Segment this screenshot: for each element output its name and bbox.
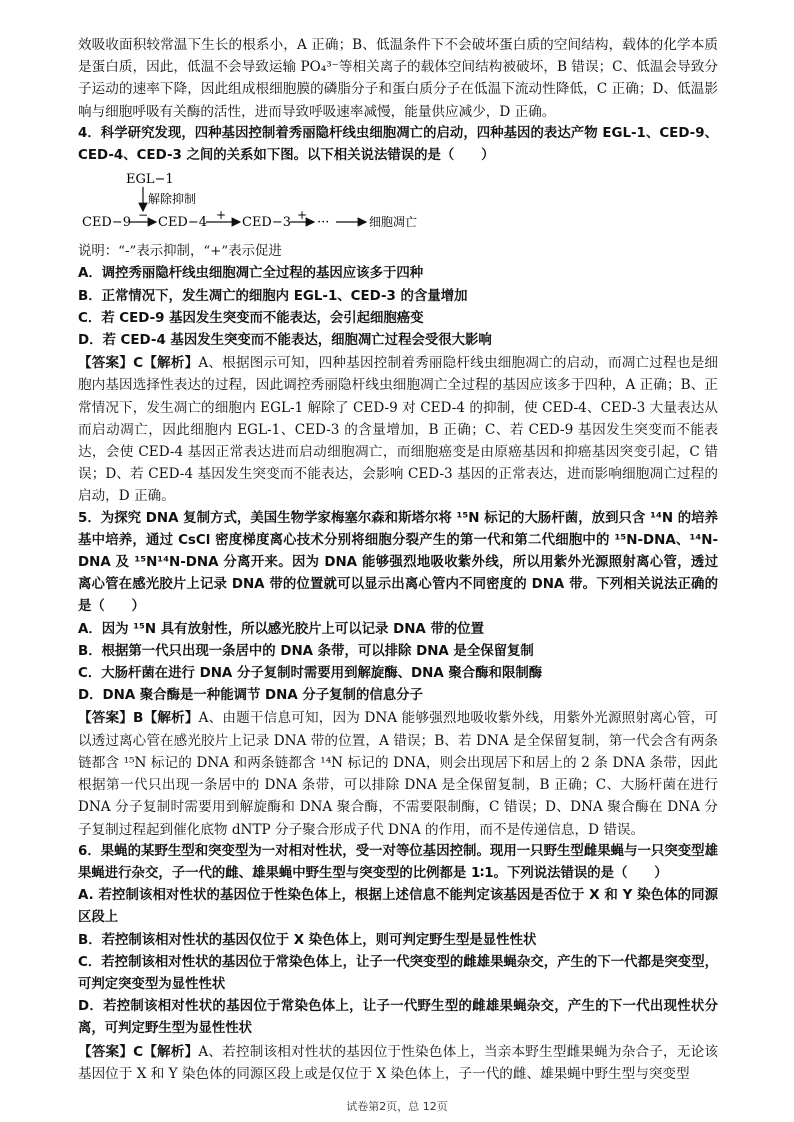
question-4-option-d: D．若 CED-4 基因发生突变而不能表达，细胞凋亡过程会受很大影响 (78, 333, 492, 349)
promote-sign-2: + (297, 208, 308, 223)
question-6-stem: 6．果蝇的某野生型和突变型为一对相对性状，受一对等位基因控制。现用一只野生型雌果蝇与一只突变型雄果蝇进行杂交，子一代的雌、雄果蝇中野生型与突变型的比例都是 1∶1。下列说法错误的是（ ） (78, 843, 718, 881)
question-4-answer-text: A、根据图示可知，四种基因控制着秀丽隐杆线虫细胞凋亡的启动，而凋亡过程也是细胞内基因选择性表达的过程，因此调控秀丽隐杆线虫细胞凋亡全过程的基因应该多于四种，A 正确；B、正常情况下，发生凋亡的细胞内 EGL-1 解除了 CED-9 对 CED-4 的抑制，使 CED-4、CED-3 大量表达从而启动凋亡，因此细胞内 EGL-1、CED-3 的含量增加，B 正确；C、若 CED-9 基因发生突变而不能表达，会使 CED-4 基因正常表达进而启动细胞凋亡，而细胞癌变是由原癌基因和抑癌基因突变引起，C 错误；D、若 CED-4 基因发生突变而不能表达，会影响 CED-3 基因的正常表达，进而影响细胞凋亡过程的启动，D 正确。 (78, 355, 718, 505)
question-6-option-a: A. 若控制该相对性状的基因位于性染色体上，根据上述信息不能判定该基因是否位于 X 和 Y 染色体的同源区段上 (78, 888, 718, 926)
ced4-label: CED−4 (158, 215, 208, 231)
document-page (78, 34, 718, 1085)
question-4-answer-tag: 【答案】C【解析】 (78, 355, 199, 372)
question-4-option-a: A．调控秀丽隐杆线虫细胞凋亡全过程的基因应该多于四种 (78, 266, 424, 282)
question-6-answer-text: A、若控制该相对性状的基因位于性染色体上，当亲本野生型雌果蝇为杂合子，无论该基因位于 X 和 Y 染色体的同源区段上或是仅位于 X 染色体上，子一代的雌、雄果蝇中野生型与突变型 (78, 1043, 718, 1082)
question-5-answer-text: A、由题干信息可知，因为 DNA 能够强烈地吸收紫外线，用紫外光源照射离心管，可以透过离心管在感光胶片上记录 DNA 带的位置，A 错误；B、若 DNA 是全保留复制，第一代会含有两条链都含 ¹⁵N 标记的 DNA 和两条链都含 ¹⁴N 标记的 DNA，则会出现居下和居上的 2 条 DNA 条带，因此根据第一代只出现一条居中的 DNA 条带，可以排除 DNA 是全保留复制，B 正确；C、大肠杆菌在进行 DNA 分子复制时需要用到解旋酶和 DNA 聚合酶，不需要限制酶，C 错误；D、DNA 聚合酶在 DNA 分子复制过程起到催化底物 dNTP 分子聚合形成子代 DNA 的作用，而不是传递信息，D 错误。 (78, 710, 718, 838)
question-5-answer (78, 707, 718, 840)
question-6-option-b: B．若控制该相对性状的基因仅位于 X 染色体上，则可判定野生型是显性性状 (78, 932, 537, 948)
egl1-label: EGL−1 (126, 172, 174, 188)
apoptosis-label: 细胞凋亡 (369, 215, 418, 230)
question-5-answer-tag: 【答案】B【解析】 (78, 710, 199, 727)
question-6-option-c: C．若控制该相对性状的基因位于常染色体上，让子一代突变型的雌雄果蝇杂交，产生的下一代都是突变型，可判定突变型为显性性状 (78, 954, 718, 992)
page-footer: 试卷第2页，总 12页 (346, 1100, 448, 1113)
question-6-answer (78, 1041, 718, 1085)
question-4-stem: 4．科学研究发现，四种基因控制着秀丽隐杆线虫细胞凋亡的启动，四种基因的表达产物 EGL-1、CED-9、CED-4、CED-3 之间的关系如下图。以下相关说法错误的是（ ） (78, 125, 718, 164)
question-4-answer (78, 352, 718, 507)
ced9-label: CED−9 (82, 215, 132, 231)
ced3-label: CED−3 (242, 215, 292, 231)
question-5-option-c: C．大肠杆菌在进行 DNA 分子复制时需要用到解旋酶、DNA 聚合酶和限制酶 (78, 666, 543, 682)
ellipsis: ··· (317, 215, 330, 231)
question-5-stem: 5．为探究 DNA 复制方式，美国生物学家梅塞尔森和斯塔尔将 ¹⁵N 标记的大肠杆菌，放到只含 ¹⁴N 的培养基中培养，通过 CsCl 密度梯度离心技术分别将细胞分裂产生的第一代和第二代细胞中的 ¹⁵N-DNA、¹⁴N-DNA 及 ¹⁵N¹⁴N-DNA 分离开来。因为 DNA 能够强烈地吸收紫外线，所以用紫外光源照射离心管，透过离心管在感光胶片上记录 DNA 带的位置就可以显示出离心管内不同密度的 DNA 带。下列相关说法正确的是（ ） (78, 510, 718, 615)
question-6-answer-tag: 【答案】C【解析】 (78, 1043, 199, 1060)
apoptosis-pathway-svg (78, 169, 498, 237)
question-6-option-d: D．若控制该相对性状的基因位于常染色体上，让子一代野生型的雌雄果蝇杂交，产生的下一代出现性状分离，可判定野生型为显性性状 (78, 999, 718, 1037)
apoptosis-diagram (78, 169, 718, 237)
promote-sign-1: + (216, 208, 227, 223)
question-4-option-b: B．正常情况下，发生凋亡的细胞内 EGL-1、CED-3 的含量增加 (78, 288, 468, 304)
question-5-option-d: D．DNA 聚合酶是一种能调节 DNA 分子复制的信息分子 (78, 688, 423, 704)
question-4-option-c: C．若 CED-9 基因发生突变而不能表达，会引起细胞癌变 (78, 310, 424, 326)
relieve-label: 解除抑制 (148, 192, 197, 207)
top-paragraph: 效吸收面积较常温下生长的根系小，A 正确；B、低温条件下不会破坏蛋白质的空间结构，载体的化学本质是蛋白质，因此，低温不会导致运输 PO₄³⁻等相关离子的载体空间结构被破坏，B 错误；C、低温会导致分子运动的速率下降，因此组成根细胞膜的磷脂分子和蛋白质分子在低温下流动性降低，C 正确；D、低温影响与细胞呼吸有关酶的活性，进而导致呼吸速率减慢，能量供应减少，D 正确。 (78, 37, 718, 120)
question-4-note: 说明：“-”表示抑制，“+”表示促进 (78, 244, 282, 260)
inhibit-sign: − (138, 208, 149, 223)
question-5-option-a: A．因为 ¹⁵N 具有放射性，所以感光胶片上可以记录 DNA 带的位置 (78, 621, 485, 637)
question-5-option-b: B．根据第一代只出现一条居中的 DNA 条带，可以排除 DNA 是全保留复制 (78, 643, 534, 659)
